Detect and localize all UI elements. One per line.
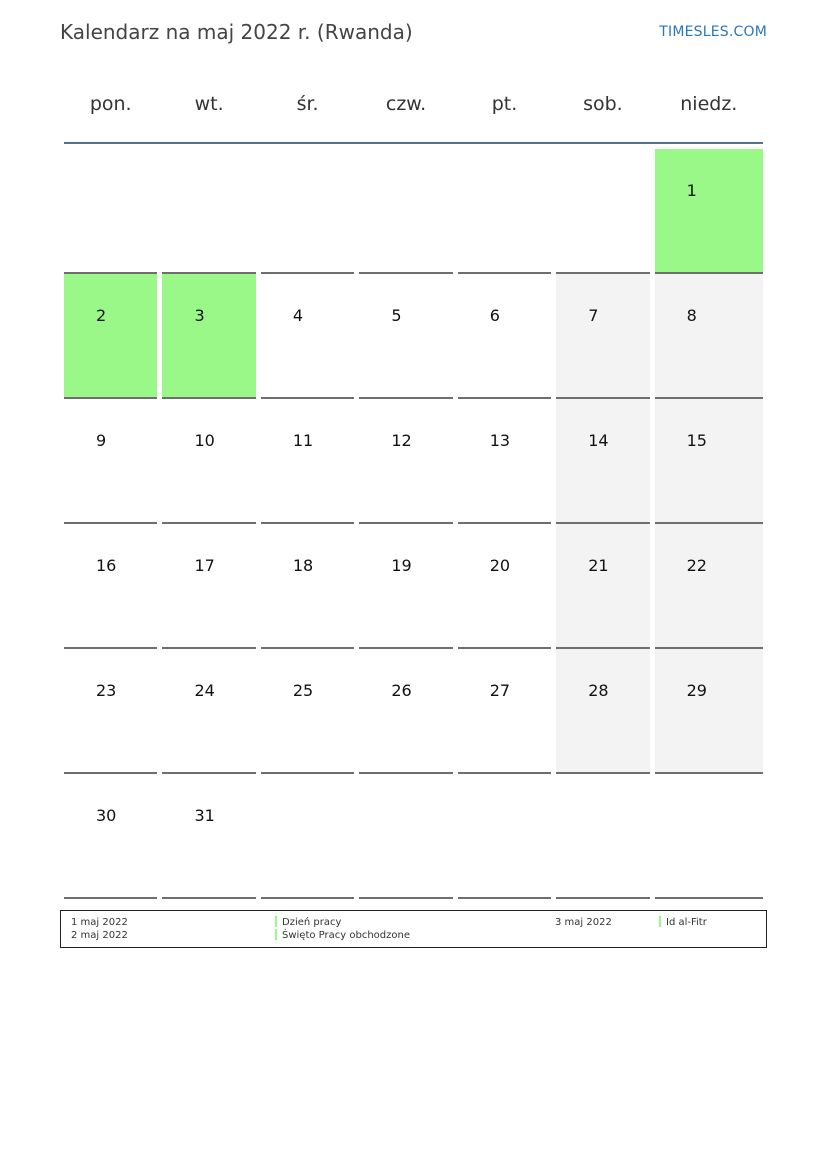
calendar-day-weekend bbox=[556, 524, 649, 649]
calendar-day-holiday bbox=[162, 274, 255, 399]
calendar-day bbox=[359, 524, 452, 649]
legend-holiday-name: Id al-Fitr bbox=[666, 917, 707, 928]
weekday-fri: pt. bbox=[491, 93, 518, 115]
day-number: 15 bbox=[686, 431, 707, 450]
weekday-sat: sob. bbox=[583, 93, 623, 115]
calendar-day bbox=[359, 149, 452, 274]
calendar-day bbox=[655, 774, 763, 899]
day-number: 24 bbox=[194, 681, 215, 700]
calendar-day bbox=[64, 399, 157, 524]
calendar-day bbox=[64, 774, 157, 899]
weekday-tue: wt. bbox=[194, 93, 224, 115]
day-number: 17 bbox=[194, 556, 215, 575]
calendar-grid bbox=[64, 149, 763, 899]
day-number: 4 bbox=[292, 306, 304, 325]
day-number: 29 bbox=[686, 681, 707, 700]
legend-names-column bbox=[659, 916, 707, 929]
calendar-day bbox=[556, 149, 649, 274]
calendar-day-weekend bbox=[556, 649, 649, 774]
calendar-week bbox=[64, 524, 763, 649]
holiday-legend bbox=[60, 910, 767, 948]
calendar-day bbox=[64, 149, 157, 274]
day-number: 5 bbox=[391, 306, 402, 325]
page-title: Kalendarz na maj 2022 r. (Rwanda) bbox=[60, 20, 413, 44]
calendar-day-holiday bbox=[64, 274, 157, 399]
calendar-day bbox=[162, 524, 255, 649]
calendar-week bbox=[64, 399, 763, 524]
legend-dates-column bbox=[555, 916, 612, 929]
calendar-day bbox=[359, 274, 452, 399]
holiday-color-swatch bbox=[275, 916, 277, 927]
day-number: 13 bbox=[489, 431, 511, 450]
calendar-day-weekend bbox=[556, 274, 649, 399]
calendar-day bbox=[359, 399, 452, 524]
day-number: 14 bbox=[588, 431, 609, 450]
day-number: 3 bbox=[194, 306, 205, 325]
day-number: 21 bbox=[588, 556, 609, 575]
day-number: 30 bbox=[96, 806, 117, 825]
day-number: 31 bbox=[194, 806, 215, 825]
day-number: 9 bbox=[96, 431, 107, 450]
calendar-day bbox=[162, 774, 255, 899]
calendar-day bbox=[458, 274, 551, 399]
calendar-day-weekend bbox=[556, 399, 649, 524]
legend-holiday-name: Dzień pracy bbox=[282, 917, 342, 928]
weekday-thu: czw. bbox=[385, 93, 427, 115]
legend-holiday-name: Święto Pracy obchodzone bbox=[282, 930, 410, 941]
calendar-day bbox=[359, 649, 452, 774]
calendar-day bbox=[359, 774, 452, 899]
day-number: 20 bbox=[489, 556, 511, 575]
calendar-day bbox=[458, 774, 551, 899]
legend-date: 3 maj 2022 bbox=[555, 917, 612, 928]
calendar-day bbox=[458, 399, 551, 524]
holiday-color-swatch bbox=[275, 929, 277, 940]
calendar-day bbox=[261, 274, 354, 399]
calendar-day bbox=[261, 399, 354, 524]
day-number: 23 bbox=[96, 681, 117, 700]
weekday-mon: pon. bbox=[89, 93, 132, 115]
calendar-day bbox=[458, 149, 551, 274]
calendar-day-holiday bbox=[655, 149, 763, 274]
legend-entry bbox=[275, 929, 410, 942]
day-number: 25 bbox=[292, 681, 314, 700]
calendar-week bbox=[64, 649, 763, 774]
calendar-day-weekend bbox=[655, 274, 763, 399]
day-number: 26 bbox=[391, 681, 412, 700]
legend-entry bbox=[275, 916, 410, 929]
calendar-day bbox=[64, 649, 157, 774]
day-number: 2 bbox=[96, 306, 107, 325]
calendar-day bbox=[64, 524, 157, 649]
calendar-day bbox=[556, 774, 649, 899]
day-number: 22 bbox=[686, 556, 707, 575]
calendar-week bbox=[64, 274, 763, 399]
calendar-day bbox=[261, 524, 354, 649]
day-number: 7 bbox=[588, 306, 599, 325]
holiday-color-swatch bbox=[659, 916, 661, 927]
day-number: 18 bbox=[292, 556, 314, 575]
weekday-wed: śr. bbox=[296, 93, 319, 115]
day-number: 1 bbox=[686, 181, 697, 200]
legend-date: 1 maj 2022 bbox=[71, 917, 128, 928]
calendar bbox=[64, 80, 763, 825]
calendar-day bbox=[458, 649, 551, 774]
calendar-day bbox=[162, 649, 255, 774]
calendar-day bbox=[162, 399, 255, 524]
day-number: 12 bbox=[391, 431, 412, 450]
day-number: 11 bbox=[292, 431, 314, 450]
header-divider bbox=[64, 142, 763, 144]
day-number: 6 bbox=[489, 306, 500, 325]
day-number: 8 bbox=[686, 306, 697, 325]
calendar-day bbox=[261, 774, 354, 899]
day-number: 16 bbox=[96, 556, 117, 575]
legend-entry bbox=[659, 916, 707, 929]
legend-dates-column bbox=[71, 916, 128, 942]
calendar-day bbox=[261, 149, 354, 274]
day-number: 27 bbox=[489, 681, 511, 700]
legend-names-column bbox=[275, 916, 410, 942]
day-number: 10 bbox=[194, 431, 215, 450]
day-number: 28 bbox=[588, 681, 609, 700]
site-link[interactable]: TIMESLES.COM bbox=[659, 24, 767, 40]
calendar-day-weekend bbox=[655, 524, 763, 649]
weekday-sun: niedz. bbox=[680, 93, 738, 115]
legend-date: 2 maj 2022 bbox=[71, 930, 128, 941]
calendar-day bbox=[261, 649, 354, 774]
calendar-day-weekend bbox=[655, 399, 763, 524]
day-number: 19 bbox=[391, 556, 412, 575]
calendar-day bbox=[458, 524, 551, 649]
weekday-header bbox=[64, 80, 763, 128]
calendar-day bbox=[162, 149, 255, 274]
calendar-week bbox=[64, 774, 763, 899]
calendar-week bbox=[64, 149, 763, 274]
calendar-day-weekend bbox=[655, 649, 763, 774]
